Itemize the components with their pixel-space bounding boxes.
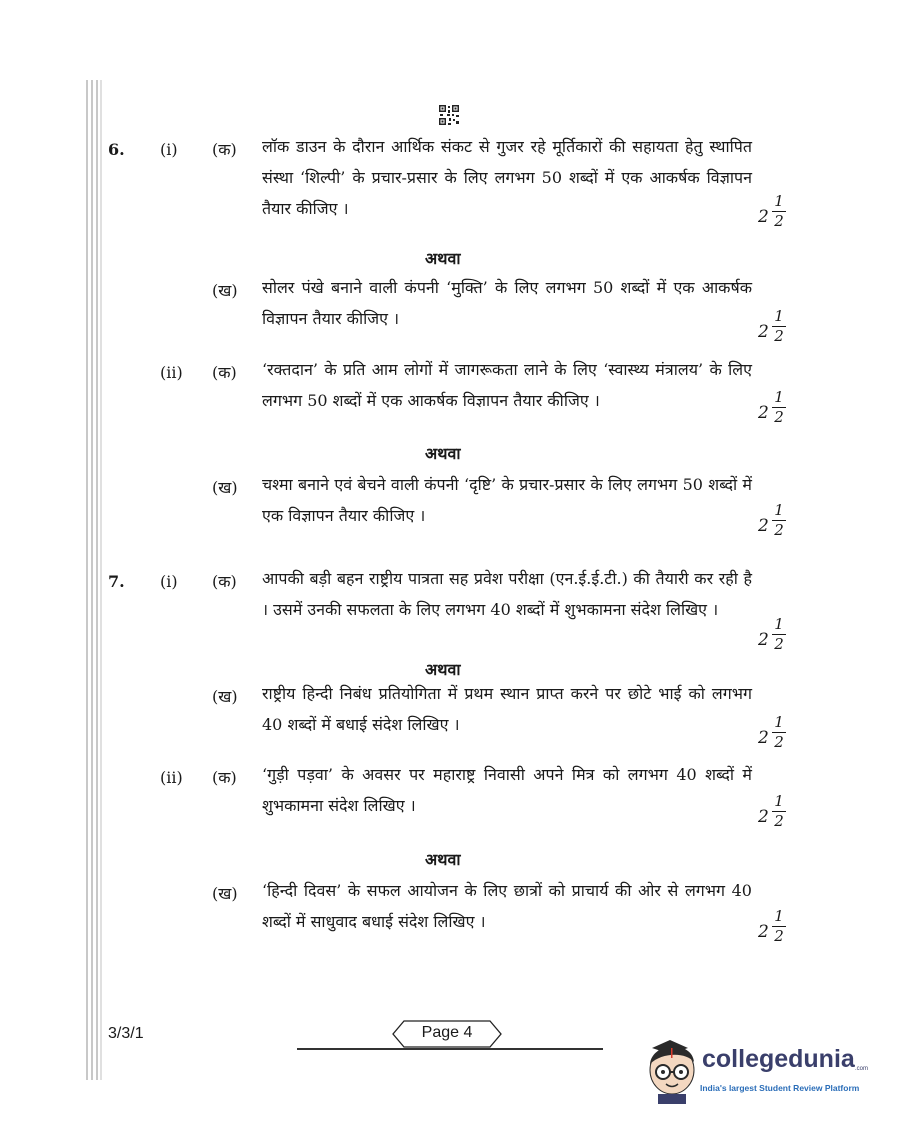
page-number: Page 4 (421, 1024, 473, 1041)
marks-whole: 2 (758, 516, 769, 536)
question-text: ‘रक्तदान’ के प्रति आम लोगों में जागरूकता लाने के लिए ‘स्वास्थ्य मंत्रालय’ के लिए लगभग 50 शब्दों में एक आकर्षक विज्ञापन तैयार कीजिए । (262, 360, 752, 410)
marks-whole: 2 (758, 630, 769, 650)
or-separator: अथवा (425, 850, 461, 869)
question-text: ‘हिन्दी दिवस’ के सफल आयोजन के लिए छात्रों को प्राचार्य की ओर से लगभग 40 शब्दों में साधुवाद बधाई संदेश लिखिए । (262, 881, 752, 931)
marks-denominator: 2 (774, 812, 784, 830)
question-number: 6. (108, 140, 125, 159)
part-roman: (i) (160, 140, 178, 159)
marks-whole: 2 (758, 922, 769, 942)
option-label: (ख) (212, 478, 238, 497)
margin-line (100, 80, 102, 1080)
option-label: (ख) (212, 281, 238, 300)
marks-whole: 2 (758, 207, 769, 227)
marks-numerator: 1 (774, 501, 784, 519)
question-text: राष्ट्रीय हिन्दी निबंध प्रतियोगिता में प्रथम स्थान प्राप्त करने पर छोटे भाई को लगभग 40 शब्दों में बधाई संदेश लिखिए । (262, 684, 752, 734)
option-label: (ख) (212, 687, 238, 706)
footer-rule (297, 1048, 603, 1050)
question-text: आपकी बड़ी बहन राष्ट्रीय पात्रता सह प्रवेश परीक्षा (एन.ई.ई.टी.) की तैयारी कर रही है । उसमें उनकी सफलता के लिए लगभग 40 शब्दों में शुभकामना संदेश लिखिए । (262, 569, 752, 619)
marks-numerator: 1 (774, 713, 784, 731)
option-label: (क) (212, 572, 237, 591)
or-separator: अथवा (425, 444, 461, 463)
marks-denominator: 2 (774, 327, 784, 345)
marks-numerator: 1 (774, 388, 784, 406)
or-separator: अथवा (425, 660, 461, 679)
margin-line (86, 80, 88, 1080)
part-roman: (i) (160, 572, 178, 591)
paper-code: 3/3/1 (108, 1025, 144, 1042)
question-number: 7. (108, 572, 125, 591)
part-roman: (ii) (160, 768, 183, 787)
logo-wordmark: collegedunia (702, 1045, 855, 1073)
marks-denominator: 2 (774, 635, 784, 653)
marks-whole: 2 (758, 322, 769, 342)
marks-whole: 2 (758, 807, 769, 827)
option-label: (क) (212, 768, 237, 787)
question-text: ‘गुड़ी पड़वा’ के अवसर पर महाराष्ट्र निवासी अपने मित्र को लगभग 40 शब्दों में शुभकामना संदेश लिखिए । (262, 765, 752, 815)
margin-line (91, 80, 93, 1080)
marks-denominator: 2 (774, 408, 784, 426)
marks-numerator: 1 (774, 307, 784, 325)
marks-numerator: 1 (774, 615, 784, 633)
part-roman: (ii) (160, 363, 183, 382)
logo-tagline: India's largest Student Review Platform (700, 1083, 860, 1093)
option-label: (ख) (212, 884, 238, 903)
marks-whole: 2 (758, 728, 769, 748)
logo-domain-suffix: .com (855, 1066, 869, 1072)
marks-denominator: 2 (774, 212, 784, 230)
question-text: लॉक डाउन के दौरान आर्थिक संकट से गुजर रहे मूर्तिकारों की सहायता हेतु स्थापित संस्था ‘शिल्पी’ के प्रचार-प्रसार के लिए लगभग 50 शब्दों में एक आकर्षक विज्ञापन तैयार कीजिए । (262, 137, 752, 218)
marks-numerator: 1 (774, 192, 784, 210)
marks-numerator: 1 (774, 792, 784, 810)
question-text: चश्मा बनाने एवं बेचने वाली कंपनी ‘दृष्टि’ के प्रचार-प्रसार के लिए लगभग 50 शब्दों में एक विज्ञापन तैयार कीजिए । (262, 475, 752, 525)
marks-denominator: 2 (774, 733, 784, 751)
margin-line (96, 80, 98, 1080)
or-separator: अथवा (425, 249, 461, 268)
marks-whole: 2 (758, 403, 769, 423)
question-text: सोलर पंखे बनाने वाली कंपनी ‘मुक्ति’ के लिए लगभग 50 शब्दों में एक आकर्षक विज्ञापन तैयार कीजिए । (262, 278, 752, 328)
option-label: (क) (212, 363, 237, 382)
marks-numerator: 1 (774, 907, 784, 925)
option-label: (क) (212, 140, 237, 159)
marks-denominator: 2 (774, 927, 784, 945)
qr-code-icon (438, 104, 460, 126)
marks-denominator: 2 (774, 521, 784, 539)
